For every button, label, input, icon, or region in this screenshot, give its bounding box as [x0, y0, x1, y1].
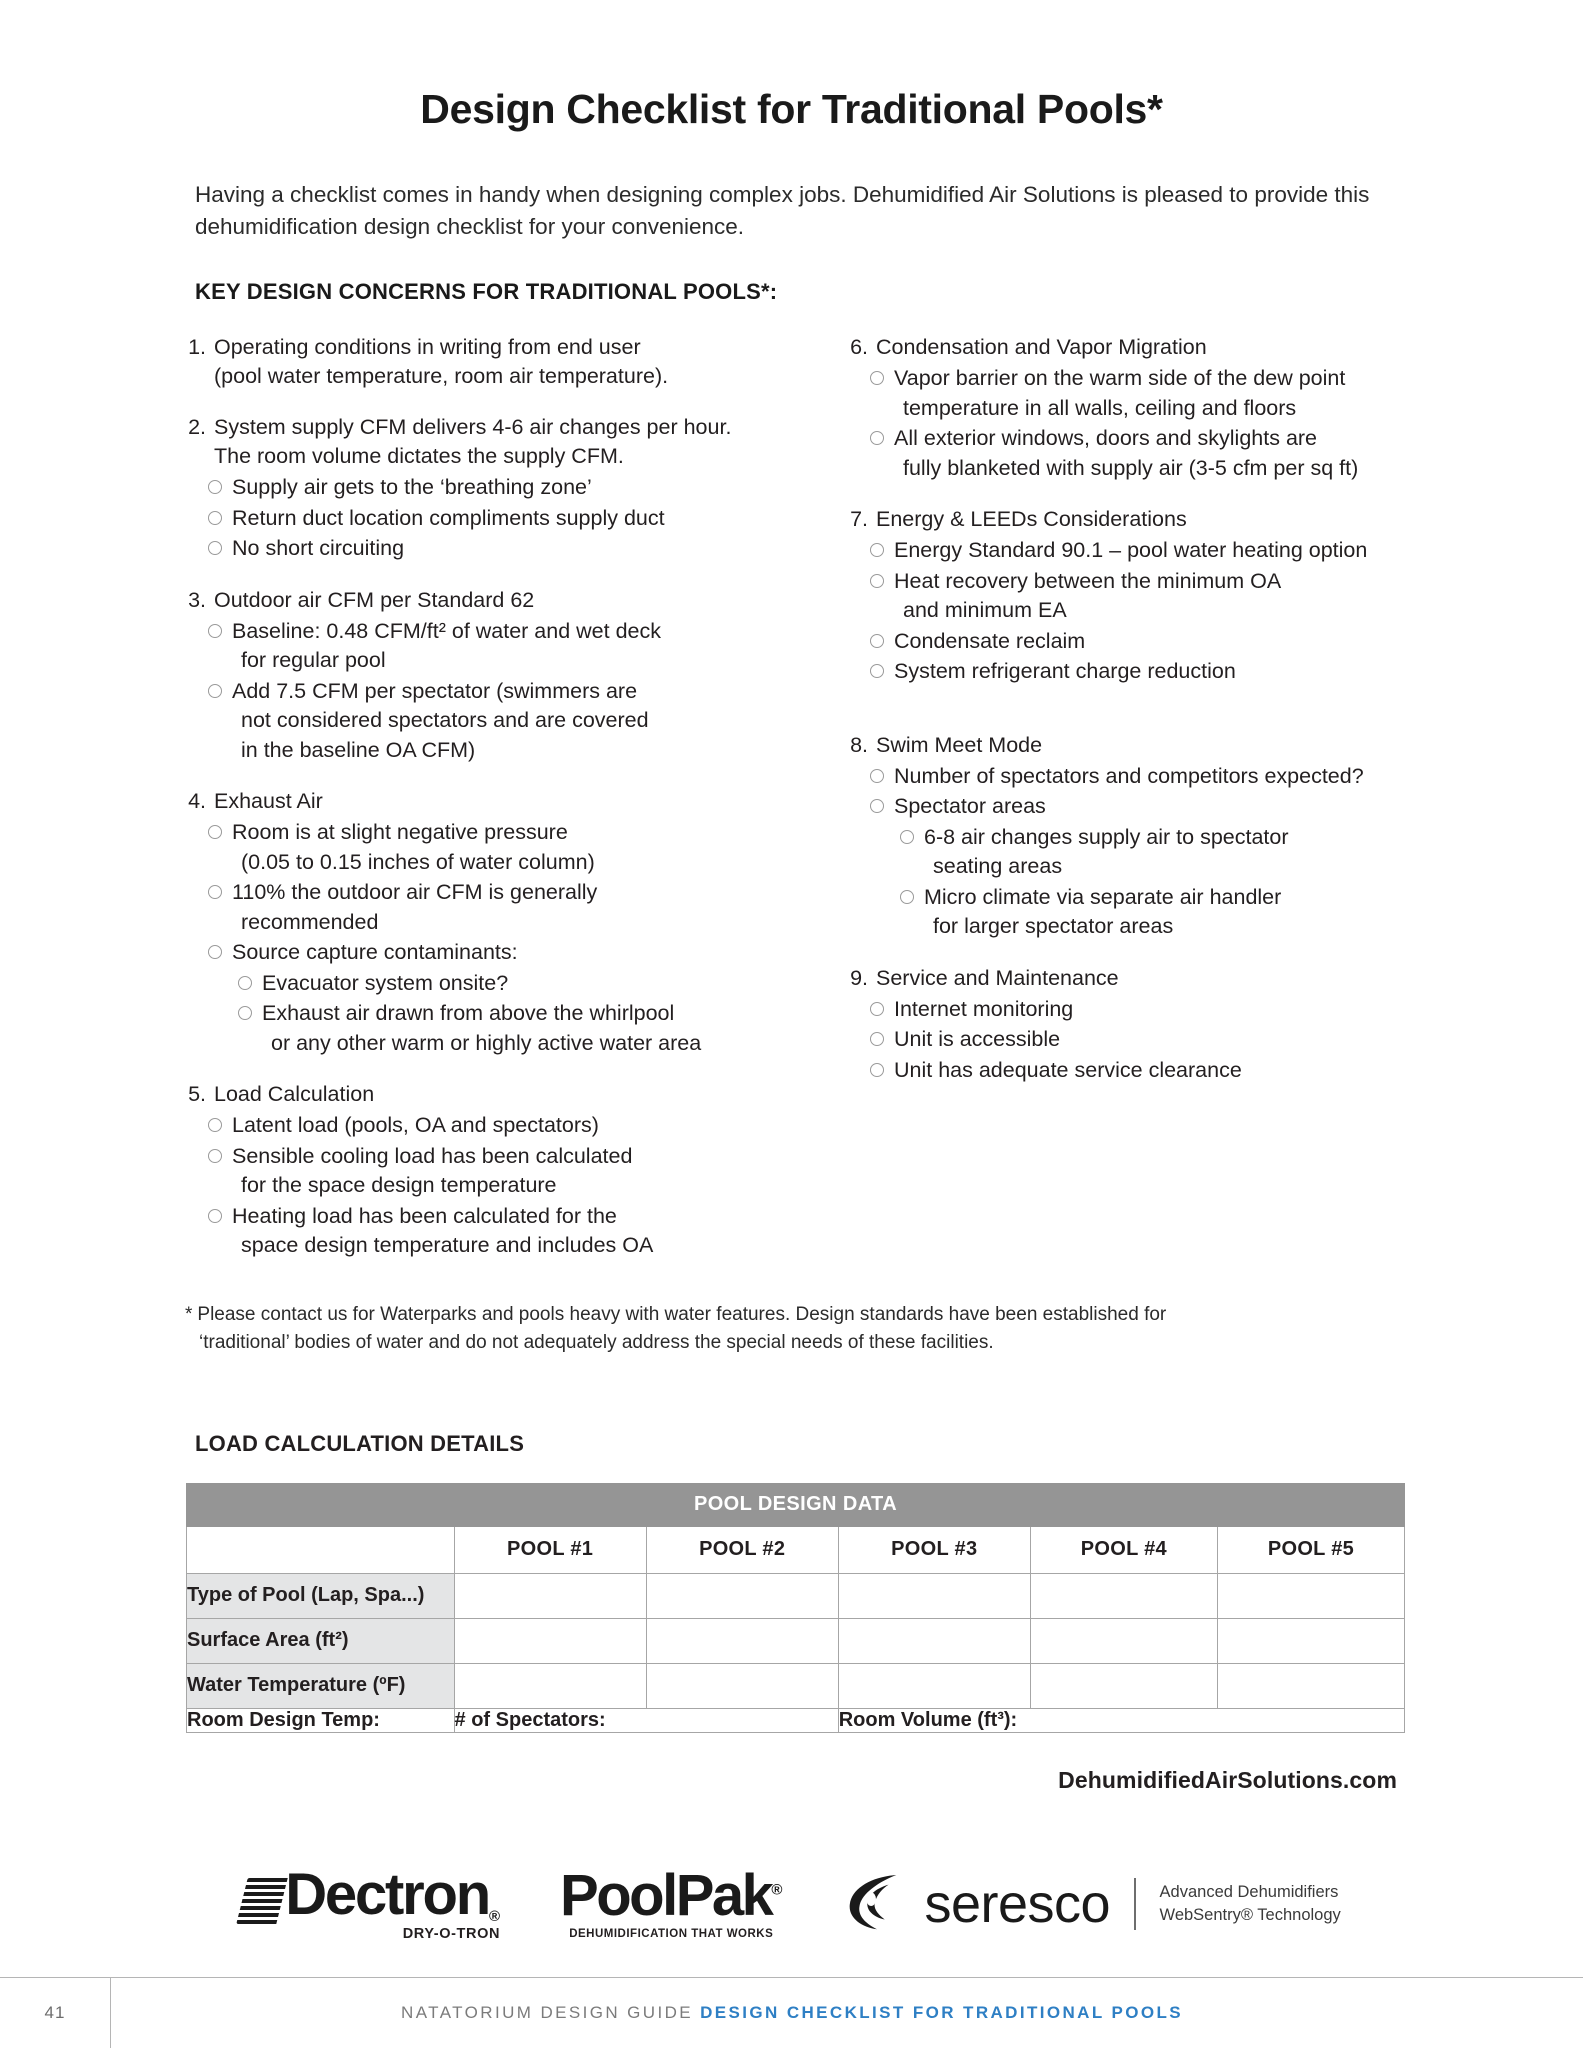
cell-input[interactable] — [838, 1573, 1030, 1618]
page-number: 41 — [44, 2003, 66, 2022]
checkbox-row[interactable] — [870, 995, 1442, 1025]
checkbox-row[interactable] — [208, 1142, 810, 1201]
checkbox-row[interactable] — [208, 617, 810, 676]
checkbox-label-line2: fully blanketed with supply air (3-5 cfm per sq ft) — [903, 455, 1359, 480]
checkbox-label: Source capture contaminants: — [232, 940, 518, 964]
circle-checkbox-icon[interactable] — [870, 634, 884, 648]
checkbox-row[interactable] — [208, 818, 810, 877]
footer-breadcrumb — [111, 2003, 1583, 2023]
checkbox-row[interactable] — [238, 999, 810, 1058]
row-label-type-of-pool: Type of Pool (Lap, Spa...) — [187, 1573, 455, 1618]
checkbox-row[interactable] — [870, 1025, 1442, 1055]
item-number: 5. — [188, 1082, 206, 1106]
checkbox-label-line2: (0.05 to 0.15 inches of water column) — [241, 849, 595, 874]
field-label-room-design-temp[interactable]: Room Design Temp: — [187, 1708, 455, 1732]
checkbox-label-line1: Room is at slight negative pressure — [232, 820, 568, 844]
checkbox-label-line2: temperature in all walls, ceiling and floors — [903, 395, 1297, 420]
logo-dectron — [242, 1861, 501, 1942]
checkbox-row[interactable] — [208, 878, 810, 937]
circle-checkbox-icon[interactable] — [208, 885, 222, 899]
intro-paragraph: Having a checklist comes in handy when designing complex jobs. Dehumidified Air Solutions is pleased to provide this dehumidification design checklist for your convenience. — [195, 182, 1370, 239]
checkbox-label-line1: Baseline: 0.48 CFM/ft² of water and wet deck — [232, 618, 662, 643]
circle-checkbox-icon[interactable] — [208, 684, 222, 698]
checkbox-label: Evacuator system onsite? — [262, 970, 509, 995]
poolpak-name: PoolPak — [560, 1863, 772, 1928]
checkbox-label: Supply air gets to the ‘breathing zone’ — [232, 475, 592, 499]
cell-input[interactable] — [454, 1618, 646, 1663]
table-row — [187, 1618, 1405, 1663]
row-label-surface-area: Surface Area (ft²) — [187, 1618, 455, 1663]
seresco-subtitle — [1160, 1881, 1341, 1927]
checkbox-row[interactable] — [208, 473, 810, 503]
checkbox-label: Energy Standard 90.1 – pool water heating option — [894, 538, 1368, 562]
field-label-room-volume[interactable]: Room Volume (ft³): — [838, 1708, 1404, 1732]
checkbox-row[interactable] — [870, 364, 1442, 423]
circle-checkbox-icon[interactable] — [900, 830, 914, 844]
circle-checkbox-icon[interactable] — [208, 825, 222, 839]
checkbox-row[interactable] — [870, 567, 1442, 626]
item-title: System supply CFM delivers 4-6 air changes per hour. — [214, 415, 732, 439]
checkbox-label — [232, 878, 810, 937]
table-banner-row — [187, 1483, 1405, 1526]
checklist-item-1 — [180, 333, 810, 391]
checkbox-label — [232, 617, 810, 676]
col-header-pool-4: POOL #4 — [1030, 1526, 1217, 1573]
dectron-stripes-icon — [236, 1878, 287, 1924]
checkbox-label: Internet monitoring — [894, 996, 1074, 1021]
checkbox-row[interactable] — [870, 792, 1442, 822]
item-title: Swim Meet Mode — [876, 732, 1043, 757]
poolpak-wordmark — [560, 1863, 783, 1928]
checkbox-row[interactable] — [870, 762, 1442, 792]
checkbox-label — [232, 1142, 810, 1201]
section-heading-key-design-concerns: KEY DESIGN CONCERNS FOR TRADITIONAL POOLS*: — [195, 279, 778, 304]
item-number: 8. — [850, 732, 868, 757]
checklist-item-2 — [180, 413, 810, 471]
footer-guide-text: NATATORIUM DESIGN GUIDE — [401, 2003, 693, 2022]
checklist-item-2-subs — [180, 473, 810, 564]
checklist-column-left — [180, 333, 810, 1261]
item-title: Load Calculation — [214, 1082, 375, 1106]
checkbox-row[interactable] — [238, 969, 810, 999]
circle-checkbox-icon[interactable] — [870, 664, 884, 678]
checkbox-label: Condensate reclaim — [894, 628, 1086, 653]
col-header-pool-2: POOL #2 — [646, 1526, 838, 1573]
checkbox-row[interactable] — [870, 627, 1442, 657]
spacer — [842, 687, 1442, 709]
circle-checkbox-icon[interactable] — [208, 1209, 222, 1223]
checkbox-label: Return duct location compliments supply duct — [232, 505, 665, 530]
circle-checkbox-icon[interactable] — [870, 1002, 884, 1016]
logo-divider — [1134, 1878, 1136, 1930]
checkbox-label-line1: Heat recovery between the minimum OA — [894, 568, 1282, 593]
item-number: 6. — [850, 335, 868, 359]
item-title: Exhaust Air — [214, 789, 323, 813]
cell-input[interactable] — [1217, 1573, 1404, 1618]
checklist-item-3 — [180, 586, 810, 615]
checkbox-label: Unit has adequate service clearance — [894, 1057, 1242, 1082]
checkbox-row[interactable] — [870, 536, 1442, 566]
pool-design-data-table — [186, 1483, 1405, 1733]
checklist-item-9 — [842, 964, 1442, 993]
checklist-item-9-subs — [842, 995, 1442, 1086]
checklist-item-4-subs — [180, 818, 810, 1058]
checkbox-row[interactable] — [870, 657, 1442, 687]
dectron-wordmark — [242, 1861, 501, 1927]
cell-input[interactable] — [646, 1663, 838, 1708]
poolpak-tagline: DEHUMIDIFICATION THAT WORKS — [569, 1928, 774, 1940]
checkbox-label — [232, 677, 810, 766]
item-title: Operating conditions in writing from end user — [214, 335, 641, 359]
checkbox-row[interactable] — [208, 938, 810, 968]
item-title: Service and Maintenance — [876, 965, 1119, 990]
circle-checkbox-icon[interactable] — [208, 945, 222, 959]
seresco-swoosh-icon — [842, 1873, 910, 1935]
checkbox-label-line2: recommended — [241, 909, 379, 934]
checkbox-label-line2: for larger spectator areas — [933, 914, 1174, 938]
checkbox-label-line1: Vapor barrier on the warm side of the dew point — [894, 366, 1346, 390]
cell-input[interactable] — [1030, 1618, 1217, 1663]
item-title-cont: The room volume dictates the supply CFM. — [214, 444, 624, 468]
checkbox-row[interactable] — [900, 823, 1442, 882]
dectron-tagline: DRY-O-TRON — [402, 1925, 501, 1942]
circle-checkbox-icon[interactable] — [870, 431, 884, 445]
checkbox-row[interactable] — [870, 1056, 1442, 1086]
checkbox-label: Unit is accessible — [894, 1027, 1061, 1051]
page-footer — [0, 1978, 1583, 2048]
checkbox-label — [232, 1202, 810, 1261]
logo-seresco — [842, 1873, 1340, 1935]
checkbox-label-line3: in the baseline OA CFM) — [241, 737, 476, 762]
item-title-cont: (pool water temperature, room air temperature). — [214, 364, 669, 388]
circle-checkbox-icon[interactable] — [870, 1063, 884, 1077]
checklist-item-6-subs — [842, 364, 1442, 483]
circle-checkbox-icon[interactable] — [870, 371, 884, 385]
checkbox-label: No short circuiting — [232, 536, 405, 560]
seresco-subtitle-line1: Advanced Dehumidifiers — [1159, 1882, 1339, 1901]
circle-checkbox-icon[interactable] — [208, 624, 222, 638]
checkbox-label: System refrigerant charge reduction — [894, 659, 1236, 683]
checkbox-label-line2: space design temperature and includes OA — [241, 1233, 654, 1257]
field-label-number-of-spectators[interactable]: # of Spectators: — [454, 1708, 838, 1732]
checkbox-label-line2: seating areas — [933, 854, 1063, 878]
table-header-row — [187, 1526, 1405, 1573]
item-title: Energy & LEEDs Considerations — [876, 507, 1187, 531]
footnote-line1: Please contact us for Waterparks and pools heavy with water features. Design standards have been established for — [197, 1303, 1167, 1325]
checkbox-label — [894, 567, 1442, 626]
footer-highlight-text: DESIGN CHECKLIST FOR TRADITIONAL POOLS — [700, 2003, 1183, 2022]
checklist-item-5 — [180, 1080, 810, 1109]
checkbox-label-line1: Micro climate via separate air handler — [924, 884, 1282, 909]
checkbox-label-line1: All exterior windows, doors and skylights are — [894, 426, 1318, 450]
checkbox-label-line1: 110% the outdoor air CFM is generally — [232, 880, 598, 904]
registered-trademark-icon: ® — [771, 1881, 783, 1899]
item-text — [214, 333, 810, 391]
cell-input[interactable] — [646, 1618, 838, 1663]
circle-checkbox-icon[interactable] — [870, 543, 884, 557]
table-row — [187, 1573, 1405, 1618]
checkbox-label-line1: 6-8 air changes supply air to spectator — [924, 824, 1289, 849]
checkbox-label — [924, 883, 1442, 942]
cell-input[interactable] — [838, 1663, 1030, 1708]
seresco-name: seresco — [924, 1873, 1111, 1934]
checkbox-row[interactable] — [208, 677, 810, 766]
col-header-blank — [187, 1526, 455, 1573]
checklist-item-4 — [180, 787, 810, 816]
checkbox-label-line1: Add 7.5 CFM per spectator (swimmers are — [232, 678, 638, 703]
checklist-item-8-subs — [842, 762, 1442, 942]
footnote-line2: ‘traditional’ bodies of water and do not adequately address the special needs of these facilities. — [199, 1331, 994, 1353]
col-header-pool-5: POOL #5 — [1217, 1526, 1404, 1573]
cell-input[interactable] — [1217, 1618, 1404, 1663]
checkbox-row[interactable] — [208, 1202, 810, 1261]
item-number: 2. — [188, 415, 206, 439]
cell-input[interactable] — [1030, 1663, 1217, 1708]
checkbox-label-line2: and minimum EA — [903, 598, 1067, 622]
checkbox-label — [924, 823, 1442, 882]
checklist-item-5-subs — [180, 1111, 810, 1261]
item-number: 3. — [188, 587, 206, 612]
cell-input[interactable] — [838, 1618, 1030, 1663]
checkbox-label: Spectator areas — [894, 794, 1046, 818]
circle-checkbox-icon[interactable] — [870, 1032, 884, 1046]
checkbox-label-line2: not considered spectators and are covered — [241, 708, 649, 732]
cell-input[interactable] — [1030, 1573, 1217, 1618]
col-header-pool-3: POOL #3 — [838, 1526, 1030, 1573]
col-header-pool-1: POOL #1 — [454, 1526, 646, 1573]
checkbox-label-line1: Heating load has been calculated for the — [232, 1203, 617, 1228]
item-number: 7. — [850, 507, 868, 531]
footnote — [185, 1301, 1325, 1357]
checkbox-label — [262, 999, 810, 1058]
item-number: 9. — [850, 965, 868, 990]
checkbox-row[interactable] — [208, 504, 810, 534]
checklist-item-8 — [842, 731, 1442, 760]
website-url[interactable]: DehumidifiedAirSolutions.com — [1058, 1766, 1397, 1793]
checklist-item-6 — [842, 333, 1442, 362]
checkbox-label: Number of spectators and competitors expected? — [894, 763, 1364, 788]
item-text — [214, 413, 810, 471]
checklist-item-7-subs — [842, 536, 1442, 687]
circle-checkbox-icon[interactable] — [870, 574, 884, 588]
item-title: Condensation and Vapor Migration — [876, 335, 1207, 359]
circle-checkbox-icon[interactable] — [208, 511, 222, 525]
checkbox-label-line2: for the space design temperature — [241, 1173, 557, 1197]
circle-checkbox-icon[interactable] — [900, 890, 914, 904]
cell-input[interactable] — [646, 1573, 838, 1618]
table-banner-title: POOL DESIGN DATA — [187, 1483, 1405, 1526]
item-title: Outdoor air CFM per Standard 62 — [214, 587, 535, 612]
circle-checkbox-icon[interactable] — [208, 541, 222, 555]
checklist-column-right — [842, 333, 1442, 1261]
circle-checkbox-icon[interactable] — [208, 480, 222, 494]
row-label-water-temperature: Water Temperature (ºF) — [187, 1663, 455, 1708]
checkbox-row[interactable] — [208, 534, 810, 564]
checkbox-label-line1: Sensible cooling load has been calculated — [232, 1143, 633, 1168]
circle-checkbox-icon[interactable] — [238, 1006, 252, 1020]
checkbox-label — [894, 364, 1442, 423]
checkbox-label — [232, 818, 810, 877]
checkbox-row[interactable] — [208, 1111, 810, 1141]
dectron-name: Dectron — [285, 1861, 489, 1927]
checkbox-label — [894, 424, 1442, 483]
checkbox-row[interactable] — [900, 883, 1442, 942]
table-bottom-row — [187, 1708, 1405, 1732]
checklist-item-7 — [842, 505, 1442, 534]
checkbox-label-line1: Exhaust air drawn from above the whirlpool — [262, 1001, 675, 1025]
circle-checkbox-icon[interactable] — [870, 769, 884, 783]
cell-input[interactable] — [1217, 1663, 1404, 1708]
brand-logos — [0, 1861, 1583, 1942]
table-row — [187, 1663, 1405, 1708]
checklist-columns — [0, 333, 1583, 1261]
checkbox-row[interactable] — [870, 424, 1442, 483]
load-calculation-heading: LOAD CALCULATION DETAILS — [195, 1430, 525, 1456]
checkbox-label: Latent load (pools, OA and spectators) — [232, 1113, 599, 1137]
checkbox-label-line2: for regular pool — [241, 648, 386, 672]
circle-checkbox-icon[interactable] — [870, 799, 884, 813]
page-title: Design Checklist for Traditional Pools* — [420, 86, 1163, 132]
cell-input[interactable] — [454, 1573, 646, 1618]
footnote-star: * — [185, 1303, 193, 1325]
circle-checkbox-icon[interactable] — [208, 1149, 222, 1163]
checkbox-label-line2: or any other warm or highly active water area — [271, 1030, 702, 1055]
circle-checkbox-icon[interactable] — [238, 976, 252, 990]
cell-input[interactable] — [454, 1663, 646, 1708]
seresco-subtitle-line2: WebSentry® Technology — [1159, 1905, 1341, 1924]
logo-poolpak — [560, 1863, 783, 1940]
item-number: 4. — [188, 789, 206, 813]
registered-trademark-icon: ® — [488, 1907, 501, 1925]
checklist-item-3-subs — [180, 617, 810, 766]
item-number: 1. — [188, 335, 206, 359]
circle-checkbox-icon[interactable] — [208, 1118, 222, 1132]
